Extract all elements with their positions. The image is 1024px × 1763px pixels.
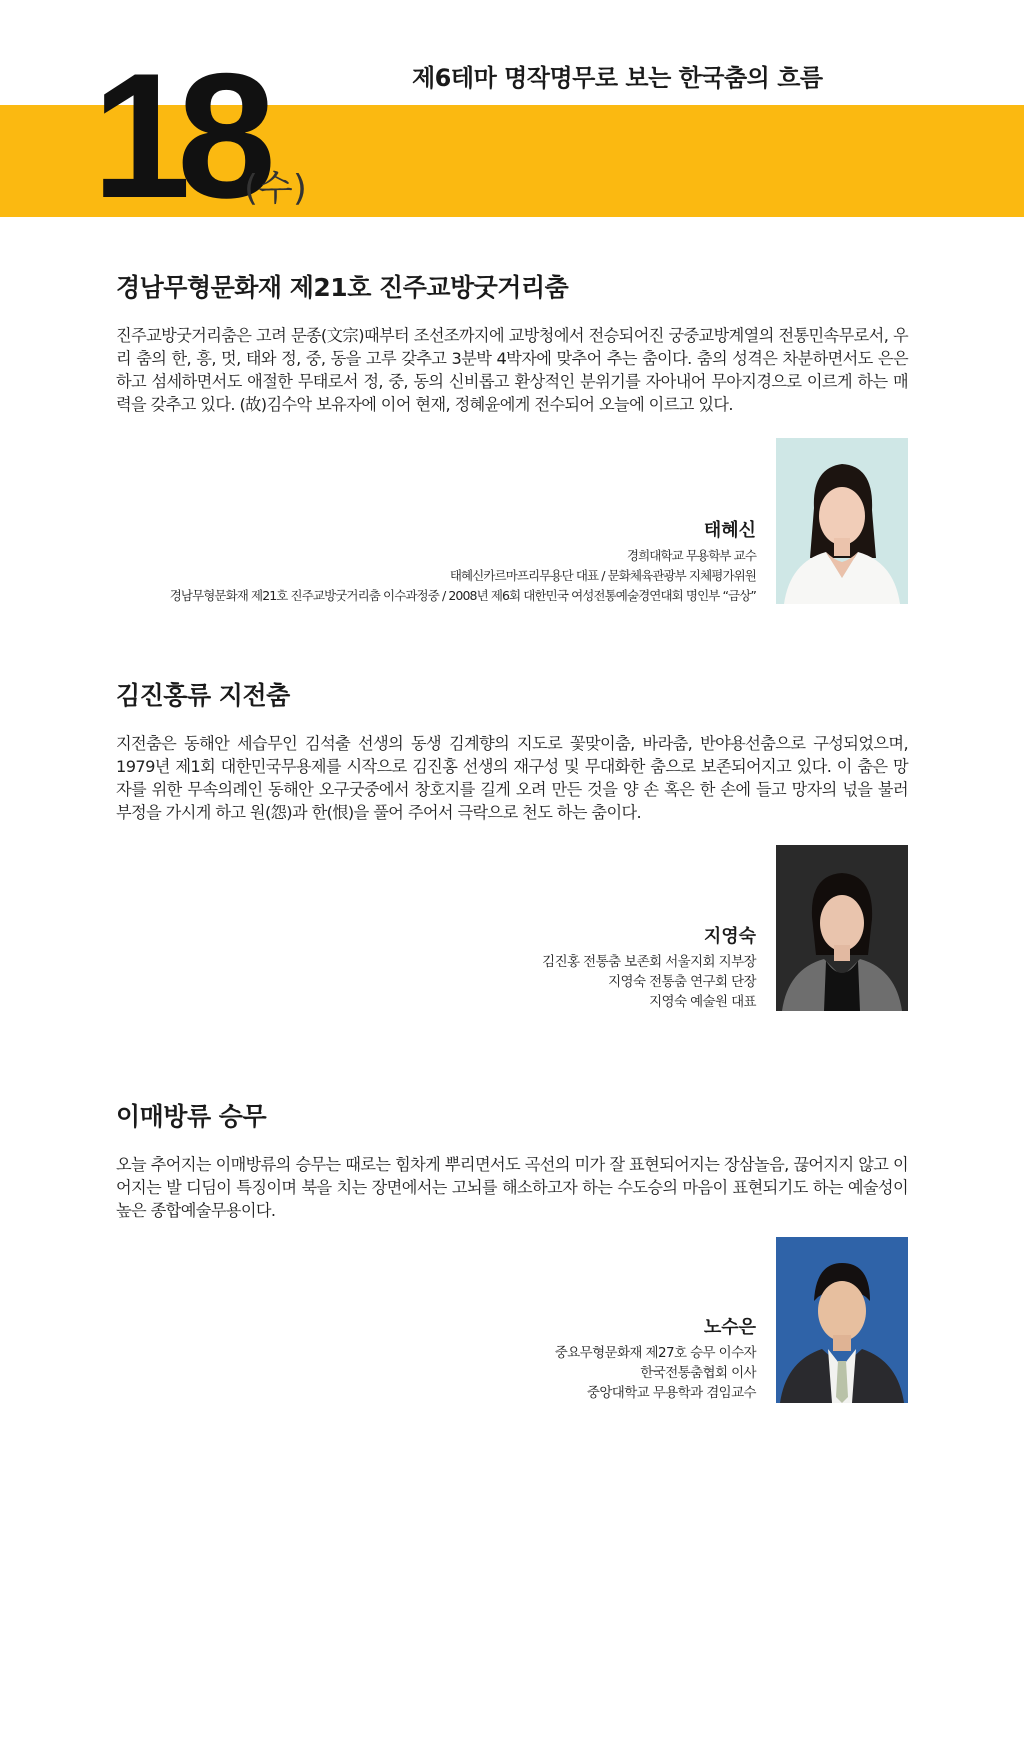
credit-line: 지영숙 전통춤 연구회 단장: [608, 974, 756, 990]
portrait-tae-hyesin: [776, 438, 908, 604]
performer-credits: [170, 546, 756, 606]
performer-name: 노수은: [703, 1317, 756, 1338]
weekday: (수): [244, 168, 307, 209]
theme-title: 제6테마 명작명무로 보는 한국춤의 흐름: [412, 64, 823, 92]
credit-line: 경희대학교 무용학부 교수: [626, 548, 756, 563]
section-description: 지전춤은 동해안 세습무인 김석출 선생의 동생 김계향의 지도로 꽃맞이춤, 바라춤, 반야용선춤으로 구성되었으며, 1979년 제1회 대한민국무용제를 시작으로 김진홍 선생의 재구성 및 무대화한 춤으로 보존되어지고 있다. 이 춤은 망자를 위한 무속의례인 동해안 오구굿중에서 창호지를 길게 오려 만든 것을 양 손 혹은 한 손에 들고 망자의 넋을 불러 부정을 가시게 하고 원(怨)과 한(恨)을 풀어 주어서 극락으로 천도 하는 춤이다.: [116, 734, 908, 822]
section-title: 김진홍류 지전춤: [116, 681, 290, 710]
credit-line: 김진홍 전통춤 보존회 서울지회 지부장: [542, 954, 756, 970]
performer-name: 태혜신: [703, 520, 756, 541]
credit-line: 경남무형문화재 제21호 진주교방굿거리춤 이수과정중 / 2008년 제6회 대한민국 여성전통예술경연대회 명인부 “금상”: [169, 588, 756, 603]
section-jinju-gyobang: [116, 268, 908, 416]
performer-credits: [555, 1343, 756, 1403]
credit-line: 태혜신카르마프리무용단 대표 / 문화체육관광부 지체평가위원: [449, 568, 756, 583]
credit-line: 중앙대학교 무용학과 겸임교수: [586, 1385, 756, 1401]
section-seungmu: [116, 1097, 908, 1222]
section-jijeonchum: [116, 676, 908, 824]
credit-line: 지영숙 예술원 대표: [649, 994, 756, 1010]
section-title: 경남무형문화재 제21호 진주교방굿거리춤: [116, 273, 569, 302]
section-description: 진주교방굿거리춤은 고려 문종(文宗)때부터 조선조까지에 교방청에서 전승되어진 궁중교방계열의 전통민속무로서, 우리 춤의 한, 흥, 멋, 태와 정, 중, 동을 고루 갖추고 3분박 4박자에 맞추어 추는 춤이다. 춤의 성격은 차분하면서도 은은하고 섬세하면서도 애절한 무태로서 정, 중, 동의 신비롭고 환상적인 분위기를 자아내어 무아지경으로 이르게 하는 매력을 갖추고 있다. (故)김수악 보유자에 이어 현재, 정혜윤에게 전수되어 오늘에 이르고 있다.: [116, 326, 908, 414]
section-title: 이매방류 승무: [116, 1102, 267, 1131]
credit-line: 중요무형문화재 제27호 승무 이수자: [554, 1345, 756, 1361]
performer-credits: [542, 952, 756, 1012]
day-number: 18: [92, 36, 262, 235]
performer-name: 지영숙: [703, 926, 756, 947]
credit-line: 한국전통춤협회 이사: [640, 1365, 756, 1381]
section-description: 오늘 추어지는 이매방류의 승무는 때로는 힘차게 뿌리면서도 곡선의 미가 잘 표현되어지는 장삼놀음, 끊어지지 않고 이어지는 발 디딤이 특징이며 북을 치는 장면에서는 고뇌를 해소하고자 하는 수도승의 마음이 표현되기도 하는 예술성이 높은 종합예술무용이다.: [116, 1155, 908, 1220]
portrait-ji-yeongsuk: [776, 845, 908, 1011]
portrait-no-sueun: [776, 1237, 908, 1403]
